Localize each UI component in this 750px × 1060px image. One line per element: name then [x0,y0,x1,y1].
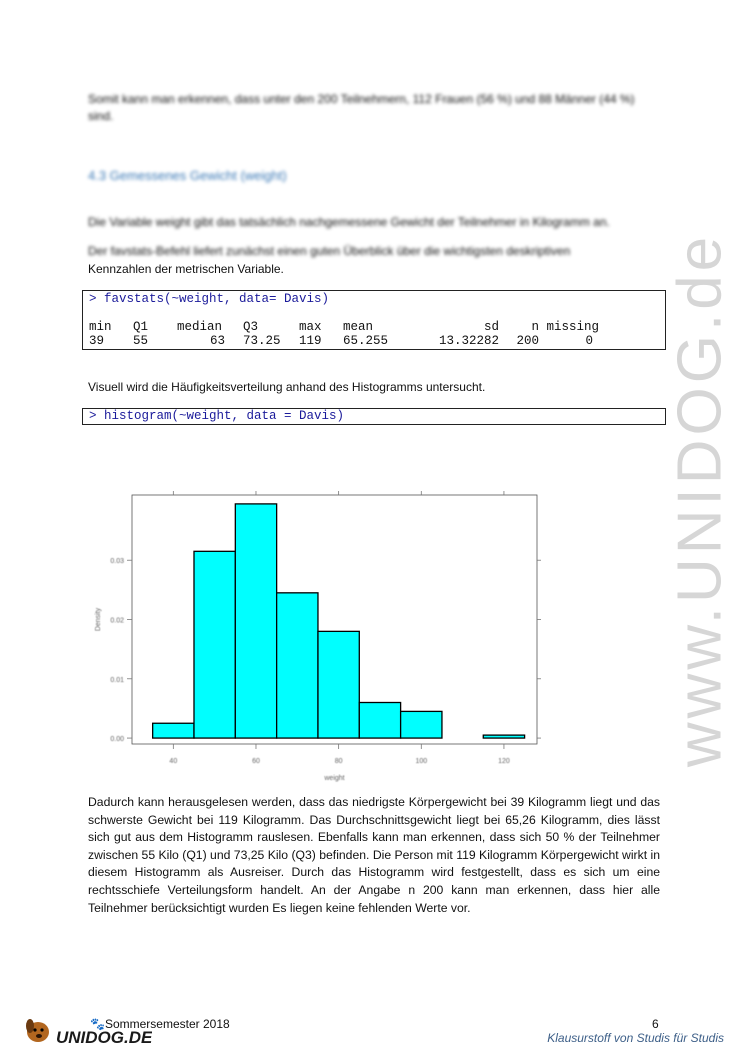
y-tick-label: 0.00 [110,736,124,744]
stat-header: min [89,320,112,334]
favstats-intro-end: Kennzahlen der metrischen Variable. [88,262,284,276]
logo-text: UNIDOG.DE [56,1028,152,1047]
footer-tagline: Klausurstoff von Studis für Studis [547,1031,724,1045]
interpretation-paragraph: Dadurch kann herausgelesen werden, dass das niedrigste Körpergewicht bei 39 Kilogramm liegt und das schwerste Gewicht bei 119 Kilogramm. Das Durchschnittsgewicht liegt bei 65,26 Kilogramm, dies lässt sich gut aus dem Histogramm rauslesen. Ebenfalls kann man erkennen, dass sich 50 % der Teilnehmer zwischen 55 Kilo (Q1) und 73,25 Kilo (Q3) befinden. Die Person mit 119 Kilogramm Körpergewicht wirkt in diesem Histogramm als Ausreiser. Durch das Histogramm wird festgestellt, dass es sich um eine rechtsschiefe Verteilungsform handelt. An der Angabe n 200 kann man erkennen, dass hier alle Teilnehmer berücksichtigt wurden Es liegen keine fehlenden Werte vor. [88,795,660,915]
histogram-bar [483,735,524,738]
stat-value: 119 [299,334,322,348]
histogram-command: > histogram(~weight, data = Davis) [89,409,345,423]
x-tick-label: 80 [334,758,343,765]
stat-header: Q3 [243,320,259,334]
section-heading: 4.3 Gemessenes Gewicht (weight) [88,168,287,183]
x-tick-label: 100 [415,758,428,765]
favstats-value-row [89,334,659,348]
stat-header: n [531,320,539,334]
y-tick-label: 0.02 [110,617,124,625]
stat-header: max [299,320,322,334]
stat-value: 65.255 [343,334,389,348]
histogram-bar [318,631,359,738]
histogram-bar [359,703,400,739]
histogram-bar [401,711,442,738]
stat-header: sd [483,320,499,334]
paw-icon: 🐾 [90,1017,105,1031]
favstats-intro: Der favstats-Befehl liefert zunächst einen guten Überblick über die wichtigsten deskriptiven [88,244,571,258]
favstats-code-box [82,290,666,350]
y-tick-label: 0.03 [110,558,124,566]
stat-value: 63 [209,334,225,348]
stat-value: 0 [585,334,593,348]
intro-paragraph: Somit kann man erkennen, dass unter den 200 Teilnehmern, 112 Frauen (56 %) und 88 Männer (44 %) sind. [88,92,635,123]
weight-histogram [90,478,560,790]
variable-description: Die Variable weight gibt das tatsächlich nachgemessene Gewicht der Teilnehmer in Kilogramm an. [88,215,610,229]
stat-value: 39 [89,334,105,348]
histogram-bar [194,551,235,738]
stat-value: 55 [133,334,149,348]
histogram-code-box [82,408,666,425]
watermark: www.UNIDOG.de [665,232,735,768]
favstats-header-row [89,320,659,334]
y-tick-label: 0.01 [110,676,124,684]
stat-value: 73.25 [243,334,281,348]
histogram-intro: Visuell wird die Häufigkeitsverteilung anhand des Histogramms untersucht. [88,380,486,394]
stat-header: median [177,320,223,334]
x-tick-label: 40 [169,758,178,765]
page-number: 6 [652,1017,659,1031]
stat-header: Q1 [133,320,149,334]
y-axis-label: Density [95,607,102,632]
x-tick-label: 60 [252,758,260,765]
favstats-command: > favstats(~weight, data= Davis) [89,292,330,306]
stat-header: mean [343,320,374,334]
stat-value: 13.32282 [438,334,499,348]
histogram-bar [153,723,194,738]
histogram-bar [235,504,276,738]
footer-semester: 🐾Sommersemester 2018 [90,1017,230,1031]
x-tick-label: 120 [498,758,510,765]
x-axis-label: weight [324,775,345,782]
stat-header: missing [546,320,599,334]
stat-value: 200 [516,334,539,348]
histogram-bar [277,593,318,738]
